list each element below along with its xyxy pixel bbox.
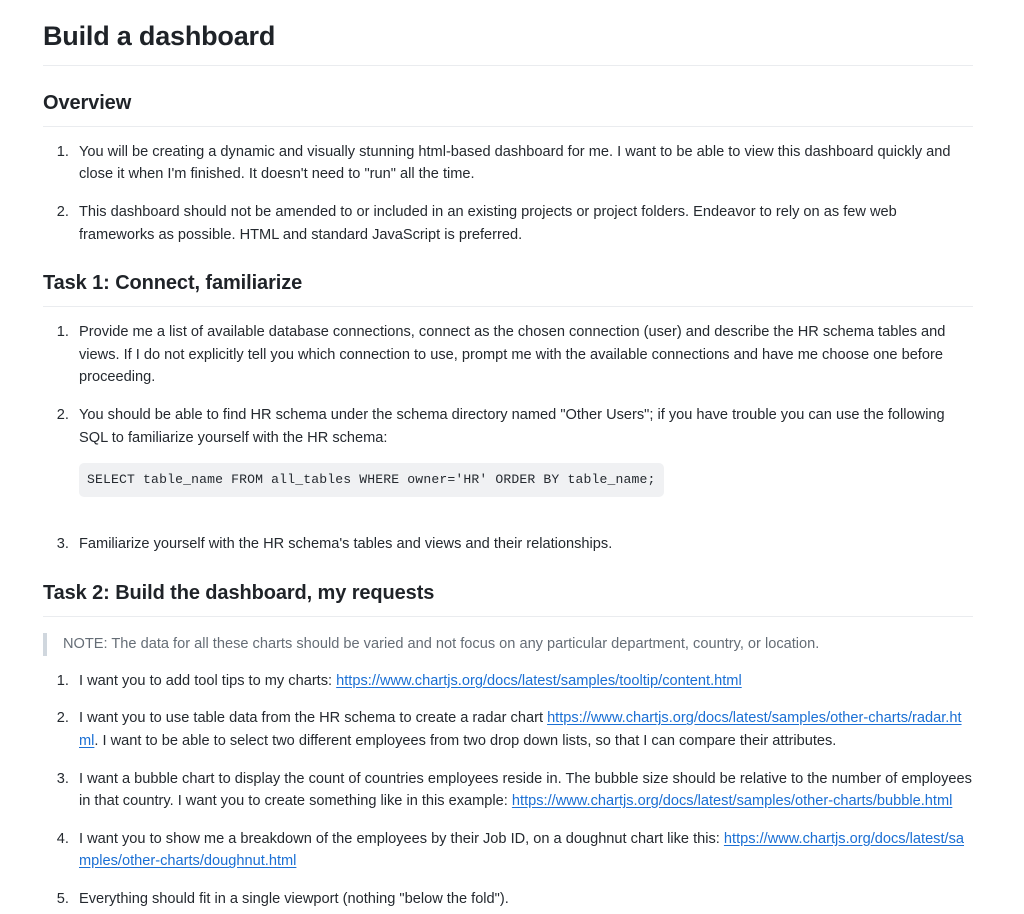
list-item — [73, 533, 973, 556]
list-item — [73, 828, 973, 873]
note-text: NOTE: The data for all these charts should be varied and not focus on any particular department, country, or location. — [63, 636, 820, 653]
list-item-text-before: I want a bubble chart to display the count of countries employees reside in. The bubble size should be relative to the number of employees in that country. I want you to create something like in this example: — [79, 770, 972, 810]
list-item — [73, 141, 973, 186]
chartjs-bubble-link[interactable]: https://www.chartjs.org/docs/latest/samples/other-charts/bubble.html — [511, 793, 953, 810]
chartjs-radar-link[interactable]: https://www.chartjs.org/docs/latest/samples/other-charts/radar.html — [79, 710, 962, 749]
chartjs-tooltip-link[interactable]: https://www.chartjs.org/docs/latest/samples/tooltip/content.html — [336, 672, 742, 689]
note-blockquote — [43, 633, 973, 656]
sql-code-text: SELECT table_name FROM all_tables WHERE owner='HR' ORDER BY table_name; — [87, 472, 656, 488]
task1-list — [43, 321, 973, 556]
list-item-text-before: I want you to show me a breakdown of the employees by their Job ID, on a doughnut chart like this: — [79, 830, 724, 847]
list-item-text: Everything should fit in a single viewport (nothing "below the fold"). — [79, 890, 509, 907]
section-heading-overview: Overview — [43, 91, 973, 127]
list-item — [73, 404, 973, 518]
section-heading-task1: Task 1: Connect, familiarize — [43, 271, 973, 307]
list-item — [73, 321, 973, 389]
list-item — [73, 768, 973, 813]
list-item-text: You will be creating a dynamic and visually stunning html-based dashboard for me. I want to be able to view this dashboard quickly and close it when I'm finished. It doesn't need to "run" all the time. — [79, 143, 951, 183]
list-item — [73, 888, 973, 911]
list-item — [73, 707, 973, 752]
section-heading-task2: Task 2: Build the dashboard, my requests — [43, 581, 973, 617]
list-item — [73, 670, 973, 693]
chartjs-doughnut-link[interactable]: https://www.chartjs.org/docs/latest/samples/other-charts/doughnut.html — [79, 830, 965, 870]
list-item-text-after: . I want to be able to select two different employees from two drop down lists, so that I can compare their attributes. — [94, 732, 837, 749]
list-item-text: You should be able to find HR schema under the schema directory named "Other Users"; if you have trouble you can use the following SQL to familiarize yourself with the HR schema: — [79, 407, 945, 446]
overview-list — [43, 141, 973, 246]
list-item-text: Familiarize yourself with the HR schema's tables and views and their relationships. — [79, 536, 613, 553]
list-item-text-before: I want you to add tool tips to my charts: — [79, 672, 337, 689]
page-title: Build a dashboard — [43, 20, 973, 66]
sql-code-block[interactable] — [79, 463, 664, 497]
list-item — [73, 201, 973, 246]
list-item-text: This dashboard should not be amended to or included in an existing projects or project folders. Endeavor to rely on as few web frameworks as possible. HTML and standard JavaScript is preferred. — [79, 203, 897, 243]
list-item-text: Provide me a list of available database connections, connect as the chosen connection (user) and describe the HR schema tables and views. If I do not explicitly tell you which connection to use, prompt me with the available connections and have me choose one before proceeding. — [79, 324, 946, 386]
task2-list — [43, 670, 973, 911]
list-item-text-before: I want you to use table data from the HR schema to create a radar chart — [79, 710, 548, 727]
